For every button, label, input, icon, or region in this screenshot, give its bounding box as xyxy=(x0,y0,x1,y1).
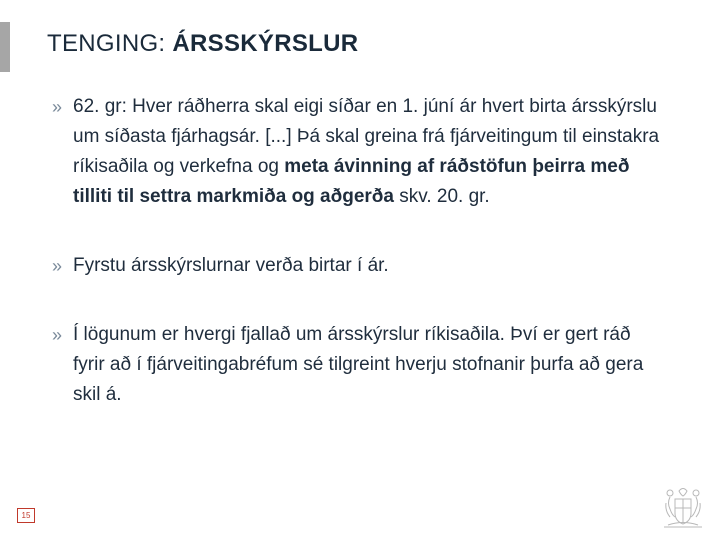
bullet-text xyxy=(73,92,662,212)
bullet-item xyxy=(52,92,662,212)
bullet-list xyxy=(52,92,662,410)
title-strong: ÁRSSKÝRSLUR xyxy=(172,30,359,57)
slide-title xyxy=(47,30,358,58)
bullet-marker: » xyxy=(52,256,63,276)
bullet-item xyxy=(52,320,662,410)
coat-of-arms-icon xyxy=(658,485,708,531)
title-accent-bar xyxy=(0,22,10,72)
bullet-item xyxy=(52,251,662,281)
title-prefix: TENGING: xyxy=(47,30,173,57)
bullet-marker: » xyxy=(52,97,63,117)
page-number: 15 xyxy=(17,508,35,523)
bullet-text: Í lögunum er hvergi fjallað um ársskýrslur ríkisaðila. Því er gert ráð fyrir að í fjárveitingabréfum sé tilgreint hverju stofnanir þurfa að gera skil á. xyxy=(73,324,644,405)
bullet-text-emphasis: meta ávinning af ráðstöfun þeirra með tilliti til settra markmiða og aðgerða xyxy=(73,156,630,207)
bullet-text-part: skv. 20. gr. xyxy=(393,186,490,207)
bullet-text: Fyrstu ársskýrslurnar verða birtar í ár. xyxy=(73,255,389,276)
bullet-text-part: 62. gr: Hver ráðherra skal eigi síðar en 1. júní ár hvert birta ársskýrslu um síðasta fjárhagsár. [...] Þá skal greina frá fjárveitingum til einstakra ríkisaðila og verkefna og xyxy=(73,96,660,177)
bullet-marker: » xyxy=(52,325,63,345)
